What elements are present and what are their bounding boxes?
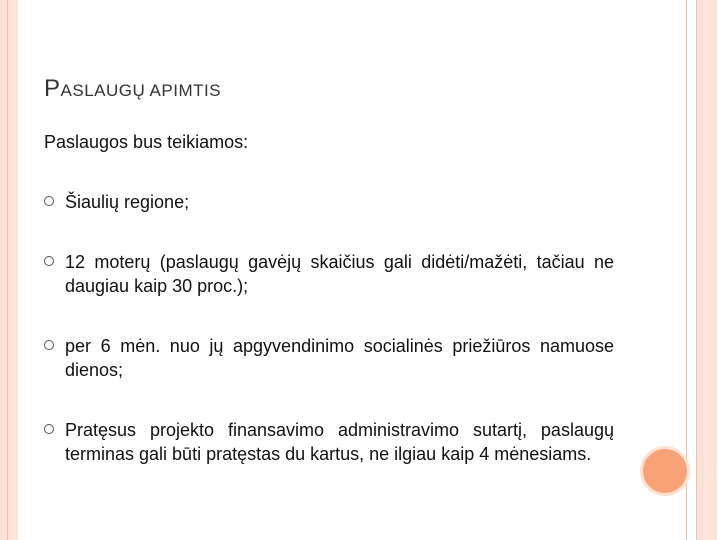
title-rest: ASLAUGŲ APIMTIS xyxy=(60,81,222,100)
bullet-text: per 6 mėn. nuo jų apgyvendinimo socialinės priežiūros namuose dienos; xyxy=(65,336,614,380)
bullet-text: 12 moterų (paslaugų gavėjų skaičius gali didėti/mažėti, tačiau ne daugiau kaip 30 proc.); xyxy=(65,252,614,296)
circle-bullet-icon xyxy=(44,340,54,350)
bullet-item xyxy=(44,334,614,382)
bullet-text: Šiaulių regione; xyxy=(65,192,190,212)
circle-bullet-icon xyxy=(44,256,54,266)
decorative-circle xyxy=(640,446,690,496)
left-decorative-line xyxy=(7,0,8,540)
left-decorative-strip xyxy=(0,0,18,540)
bullet-item xyxy=(44,250,614,298)
bullet-text: Pratęsus projekto finansavimo administravimo sutartį, paslaugų terminas gali būti pratęstas du kartus, ne ilgiau kaip 4 mėnesiams. xyxy=(65,420,614,464)
bullet-item xyxy=(44,418,614,466)
right-decorative-band xyxy=(697,0,717,540)
intro-text: Paslaugos bus teikiamos: xyxy=(44,132,249,152)
circle-bullet-icon xyxy=(44,424,54,434)
title-first-letter: P xyxy=(44,75,61,102)
bullet-item xyxy=(44,190,614,214)
slide-title xyxy=(44,75,221,103)
circle-bullet-icon xyxy=(44,196,54,206)
bullet-list xyxy=(44,190,614,466)
